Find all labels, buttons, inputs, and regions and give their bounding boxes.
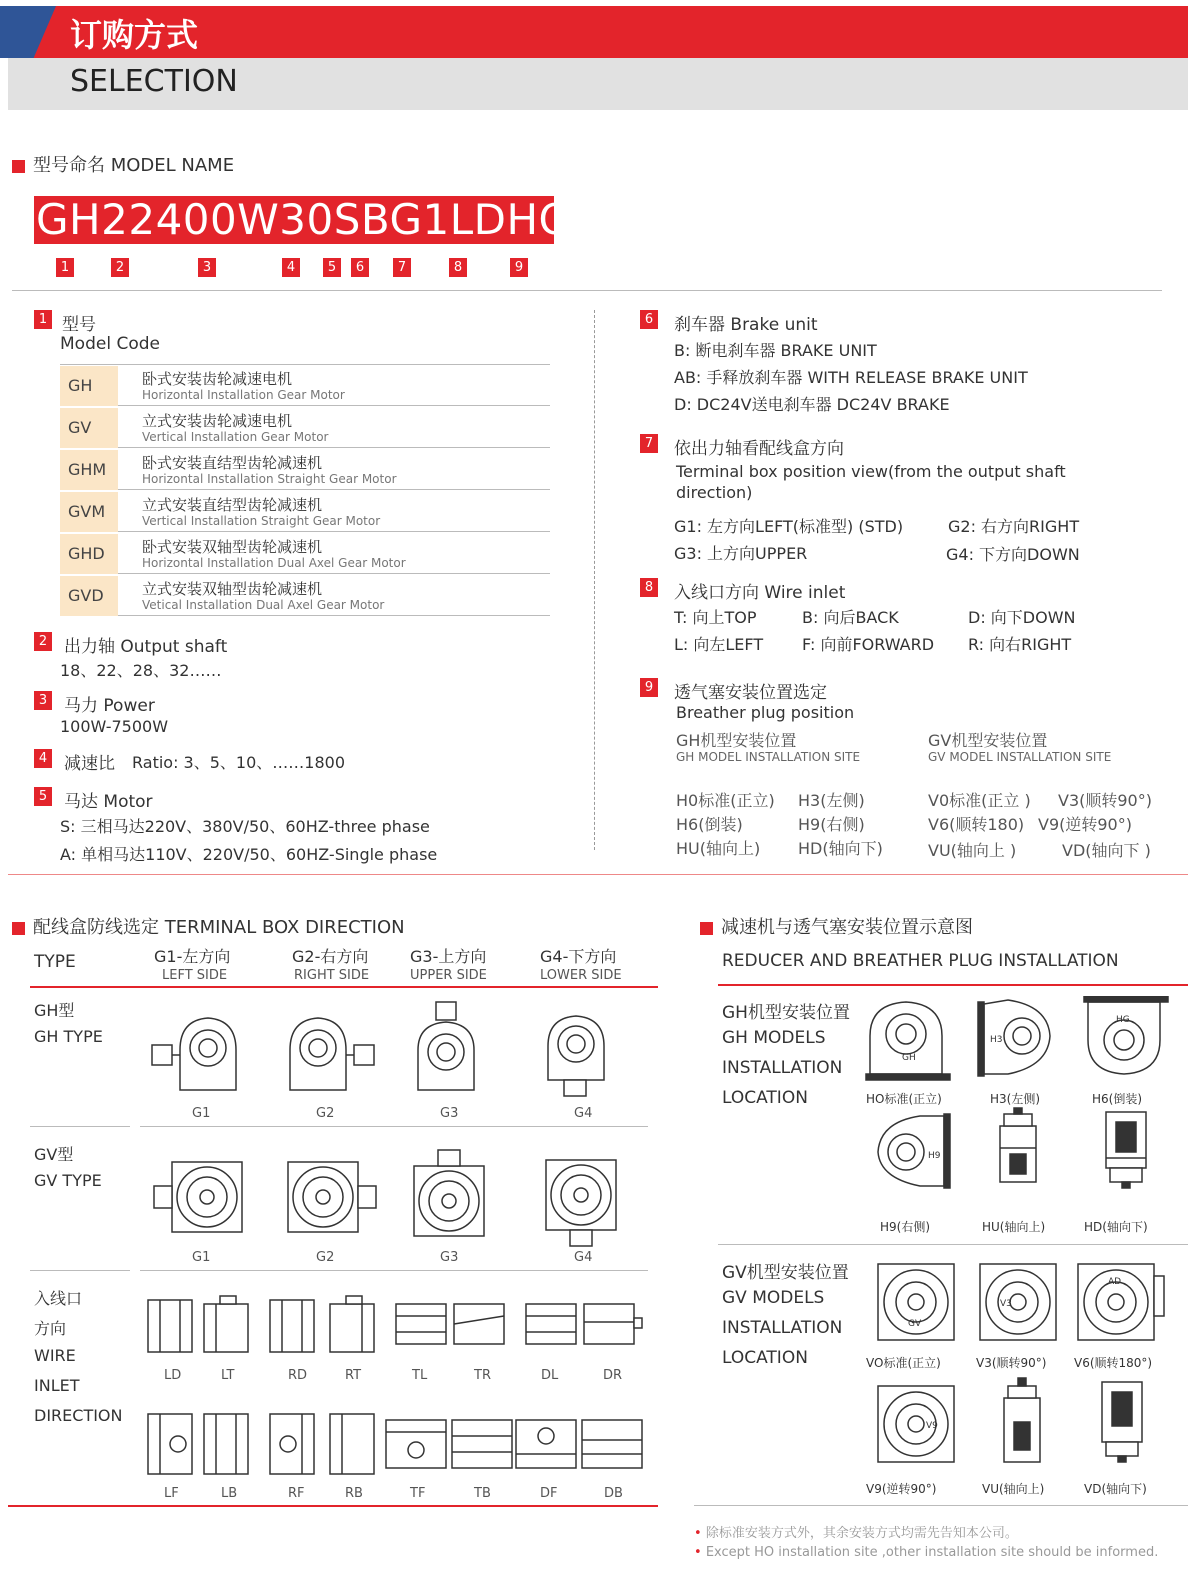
- divider: [30, 1270, 130, 1271]
- s9-gv-item: V0标准(正立 ): [928, 791, 1031, 810]
- s5-line: S: 三相马达220V、380V/50、60HZ-three phase: [60, 817, 430, 836]
- model-heading: 型号命名 MODEL NAME: [12, 151, 234, 177]
- code-cell: GV: [60, 408, 118, 448]
- icon-gh-label: GH: [902, 1053, 916, 1063]
- code-cn: 立式安装直结型齿轮减速机: [142, 496, 323, 514]
- divider: [12, 290, 1162, 291]
- part-num: 3: [198, 258, 216, 277]
- col-cn: G1-左方向: [154, 947, 231, 966]
- s6-line: D: DC24V送电刹车器 DC24V BRAKE: [674, 395, 950, 414]
- wire-label: TR: [474, 1368, 491, 1383]
- wire-label: TL: [412, 1368, 428, 1383]
- code-row: [60, 408, 550, 448]
- gh-model-line: GH机型安装位置: [722, 1003, 850, 1023]
- col-en: LOWER SIDE: [540, 968, 622, 983]
- col-en: UPPER SIDE: [410, 968, 487, 983]
- s9-title: 透气塞安装位置选定: [674, 683, 827, 703]
- g-label: G1: [192, 1106, 211, 1121]
- gh-terminal-icons: [140, 1000, 660, 1100]
- icon-v9-label: V9: [926, 1421, 938, 1431]
- gh-model-line: GH MODELS: [722, 1028, 826, 1048]
- s9-gv-item: VU(轴向上 ): [928, 841, 1017, 860]
- reducer-heading: 减速机与透气塞安装位置示意图: [700, 913, 973, 939]
- icon-h9-label: H9: [928, 1151, 941, 1161]
- gv-install-label: VD(轴向下): [1084, 1482, 1147, 1496]
- s8-title: 入线口方向 Wire inlet: [674, 583, 846, 603]
- code-en: Vertical Installation Gear Motor: [142, 430, 329, 444]
- part-num: 2: [111, 258, 129, 277]
- type-header: TYPE: [34, 952, 76, 972]
- wire-label: TB: [474, 1486, 491, 1501]
- gv-terminal-icons: [140, 1148, 660, 1248]
- g-label: G2: [316, 1106, 335, 1121]
- code-row: [60, 366, 550, 406]
- s7-g3: G3: 上方向UPPER: [674, 544, 808, 563]
- s9-gh-item: H6(倒装): [676, 815, 743, 834]
- s7-g2: G2: 右方向RIGHT: [948, 517, 1080, 536]
- wire-line: 入线口: [34, 1289, 83, 1308]
- reducer-heading-en: REDUCER AND BREATHER PLUG INSTALLATION: [722, 951, 1119, 971]
- s3-title: 马力 Power: [64, 696, 155, 716]
- col-en: RIGHT SIDE: [294, 968, 370, 983]
- s9-gv-item: V3(顺转90°): [1058, 791, 1152, 810]
- gv-type-en: GV TYPE: [34, 1171, 102, 1190]
- gh-install-label: H3(左侧): [990, 1092, 1041, 1106]
- s9-gh-item: H9(右侧): [798, 815, 865, 834]
- wire-label: DR: [603, 1368, 623, 1383]
- divider: [694, 1505, 1188, 1506]
- s9-gh-item: H0标准(正立): [676, 791, 775, 810]
- s1-subtitle: Model Code: [60, 334, 160, 354]
- section-num: 3: [34, 691, 52, 710]
- divider: [30, 986, 658, 988]
- s7-title: 依出力轴看配线盒方向: [674, 439, 844, 459]
- code-cell: GHD: [60, 534, 118, 574]
- gh-install-label: H6(倒装): [1092, 1092, 1143, 1106]
- page-title: 订购方式: [70, 16, 199, 54]
- gv-install-label: V3(顺转90°): [976, 1356, 1047, 1370]
- icon-v6-label: AD: [1108, 1277, 1122, 1287]
- s7-g4: G4: 下方向DOWN: [946, 545, 1080, 564]
- wire-label: LB: [221, 1486, 238, 1501]
- g-label: G4: [574, 1250, 593, 1265]
- model-code: GH22400W30SBG1LDHO: [36, 195, 573, 244]
- code-en: Vetical Installation Dual Axel Gear Motor: [142, 598, 385, 612]
- page-subtitle: SELECTION: [70, 64, 238, 99]
- gh-install-label: H9(右侧): [880, 1220, 931, 1234]
- s9-gh-item: HU(轴向上): [676, 839, 761, 858]
- gh-install-label: HU(轴向上): [982, 1220, 1046, 1234]
- wire-label: LD: [164, 1368, 182, 1383]
- gv-type-cn: GV型: [34, 1145, 74, 1164]
- wire-label: TF: [410, 1486, 426, 1501]
- s8-r: R: 向右RIGHT: [968, 635, 1072, 654]
- section-num: 2: [34, 632, 52, 651]
- code-cn: 卧式安装齿轮减速电机: [142, 370, 293, 388]
- col-cn: G4-下方向: [540, 947, 617, 966]
- col-cn: G3-上方向: [410, 947, 487, 966]
- icon-gv-label: GV: [908, 1319, 922, 1329]
- gh-type-cn: GH型: [34, 1001, 75, 1020]
- icon-h3-label: H3: [990, 1035, 1003, 1045]
- s9-gh-cn: GH机型安装位置: [676, 731, 797, 750]
- code-row: [60, 534, 550, 574]
- s6-line: AB: 手释放刹车器 WITH RELEASE BRAKE UNIT: [674, 368, 1028, 387]
- s7-g1: G1: 左方向LEFT(标准型) (STD): [674, 517, 904, 536]
- code-row: [60, 492, 550, 532]
- s4-value: Ratio: 3、5、10、……1800: [132, 753, 345, 772]
- gv-model-line: GV MODELS: [722, 1288, 825, 1308]
- s7-subtitle: Terminal box position view(from the output shaft direction): [676, 462, 1066, 502]
- code-en: Horizontal Installation Straight Gear Motor: [142, 472, 397, 486]
- wire-inlet-icons-row1: [140, 1292, 660, 1362]
- gh-install-label: HO标准(正立): [866, 1092, 942, 1106]
- divider: [8, 1505, 658, 1507]
- s6-line: B: 断电刹车器 BRAKE UNIT: [674, 341, 877, 360]
- gv-model-line: GV机型安装位置: [722, 1263, 849, 1283]
- s9-gv-item: V9(逆转90°): [1038, 815, 1132, 834]
- gh-install-label: HD(轴向下): [1084, 1220, 1148, 1234]
- part-num: 1: [56, 258, 74, 277]
- section-num: 5: [34, 787, 52, 806]
- g-label: G1: [192, 1250, 211, 1265]
- s9-gh-item: H3(左侧): [798, 791, 865, 810]
- s8-t: T: 向上TOP: [674, 608, 757, 627]
- section-num: 8: [640, 578, 658, 597]
- part-num: 6: [351, 258, 369, 277]
- s9-gv-cn: GV机型安装位置: [928, 731, 1048, 750]
- icon-h6-label: HG: [1116, 1015, 1130, 1025]
- wire-label: RF: [288, 1486, 305, 1501]
- s2-title: 出力轴 Output shaft: [64, 637, 228, 657]
- divider: [60, 364, 550, 365]
- part-num: 8: [449, 258, 467, 277]
- code-cn: 立式安装齿轮减速电机: [142, 412, 293, 430]
- s8-l: L: 向左LEFT: [674, 635, 764, 654]
- s8-b: B: 向后BACK: [802, 608, 899, 627]
- gh-type-en: GH TYPE: [34, 1027, 103, 1046]
- s8-d: D: 向下DOWN: [968, 608, 1076, 627]
- s9-subtitle: Breather plug position: [676, 703, 855, 722]
- divider: [30, 1126, 130, 1127]
- s4-title: 减速比: [64, 754, 115, 774]
- col-cn: G2-右方向: [292, 947, 369, 966]
- gv-install-label: VU(轴向上): [982, 1482, 1045, 1496]
- code-en: Horizontal Installation Gear Motor: [142, 388, 345, 402]
- wire-line: INLET: [34, 1376, 80, 1395]
- s9-gv-en: GV MODEL INSTALLATION SITE: [928, 750, 1112, 764]
- wire-label: LT: [221, 1368, 235, 1383]
- gv-install-label: V6(顺转180°): [1074, 1356, 1153, 1370]
- wire-label: DB: [604, 1486, 623, 1501]
- part-num: 5: [323, 258, 341, 277]
- wire-inlet-icons-row2: [140, 1406, 660, 1482]
- wire-line: 方向: [34, 1319, 67, 1338]
- wire-label: LF: [164, 1486, 179, 1501]
- s1-title: 型号: [62, 315, 96, 335]
- divider: [718, 984, 1188, 986]
- gh-model-line: LOCATION: [722, 1088, 808, 1108]
- s9-gv-item: VD(轴向下 ): [1062, 841, 1151, 860]
- wire-label: RB: [345, 1486, 363, 1501]
- section-num: 6: [640, 310, 658, 329]
- g-label: G3: [440, 1106, 459, 1121]
- section-num: 7: [640, 434, 658, 453]
- s9-gv-item: V6(顺转180): [928, 815, 1025, 834]
- code-en: Vertical Installation Straight Gear Motor: [142, 514, 381, 528]
- s2-value: 18、22、28、32……: [60, 661, 222, 680]
- s5-line: A: 单相马达110V、220V/50、60HZ-Single phase: [60, 845, 438, 864]
- gv-install-label: VO标准(正立): [866, 1356, 941, 1370]
- wire-label: DF: [540, 1486, 558, 1501]
- divider: [718, 1244, 1188, 1245]
- gv-model-line: INSTALLATION: [722, 1318, 843, 1338]
- part-num: 9: [510, 258, 528, 277]
- column-divider: [594, 310, 595, 850]
- section-num: 9: [640, 678, 658, 697]
- divider: [8, 874, 1188, 875]
- s5-title: 马达 Motor: [64, 792, 153, 812]
- code-cell: GHM: [60, 450, 118, 490]
- note: • Except HO installation site ,other installation site should be informed.: [694, 1545, 1159, 1560]
- part-num: 4: [282, 258, 300, 277]
- code-cell: GVD: [60, 576, 118, 616]
- code-cell: GVM: [60, 492, 118, 532]
- divider: [140, 1126, 648, 1127]
- code-en: Horizontal Installation Dual Axel Gear Motor: [142, 556, 406, 570]
- code-row: [60, 450, 550, 490]
- divider: [140, 1270, 648, 1271]
- g-label: G3: [440, 1250, 459, 1265]
- wire-label: RT: [345, 1368, 362, 1383]
- code-cn: 立式安装双轴型齿轮减速机: [142, 580, 323, 598]
- wire-line: DIRECTION: [34, 1406, 123, 1425]
- section-num: 1: [34, 310, 52, 329]
- g-label: G4: [574, 1106, 593, 1121]
- section-num: 4: [34, 749, 52, 768]
- wire-line: WIRE: [34, 1346, 76, 1365]
- note: • 除标准安装方式外，其余安装方式均需先告知本公司。: [694, 1526, 1018, 1541]
- code-cell: GH: [60, 366, 118, 406]
- code-cn: 卧式安装双轴型齿轮减速机: [142, 538, 323, 556]
- col-en: LEFT SIDE: [162, 968, 228, 983]
- g-label: G2: [316, 1250, 335, 1265]
- gh-model-line: INSTALLATION: [722, 1058, 843, 1078]
- gv-model-line: LOCATION: [722, 1348, 808, 1368]
- gv-install-label: V9(逆转90°): [866, 1482, 937, 1496]
- code-row: [60, 576, 550, 616]
- icon-v3-label: V3: [1000, 1299, 1012, 1309]
- code-cn: 卧式安装直结型齿轮减速机: [142, 454, 323, 472]
- wire-label: RD: [288, 1368, 308, 1383]
- s6-title: 刹车器 Brake unit: [674, 315, 818, 335]
- terminal-heading: 配线盒防线选定 TERMINAL BOX DIRECTION: [12, 913, 405, 939]
- s8-f: F: 向前FORWARD: [802, 635, 935, 654]
- s3-value: 100W-7500W: [60, 717, 169, 736]
- s9-gh-item: HD(轴向下): [798, 839, 883, 858]
- wire-label: DL: [541, 1368, 559, 1383]
- s9-gh-en: GH MODEL INSTALLATION SITE: [676, 750, 861, 764]
- part-num: 7: [393, 258, 411, 277]
